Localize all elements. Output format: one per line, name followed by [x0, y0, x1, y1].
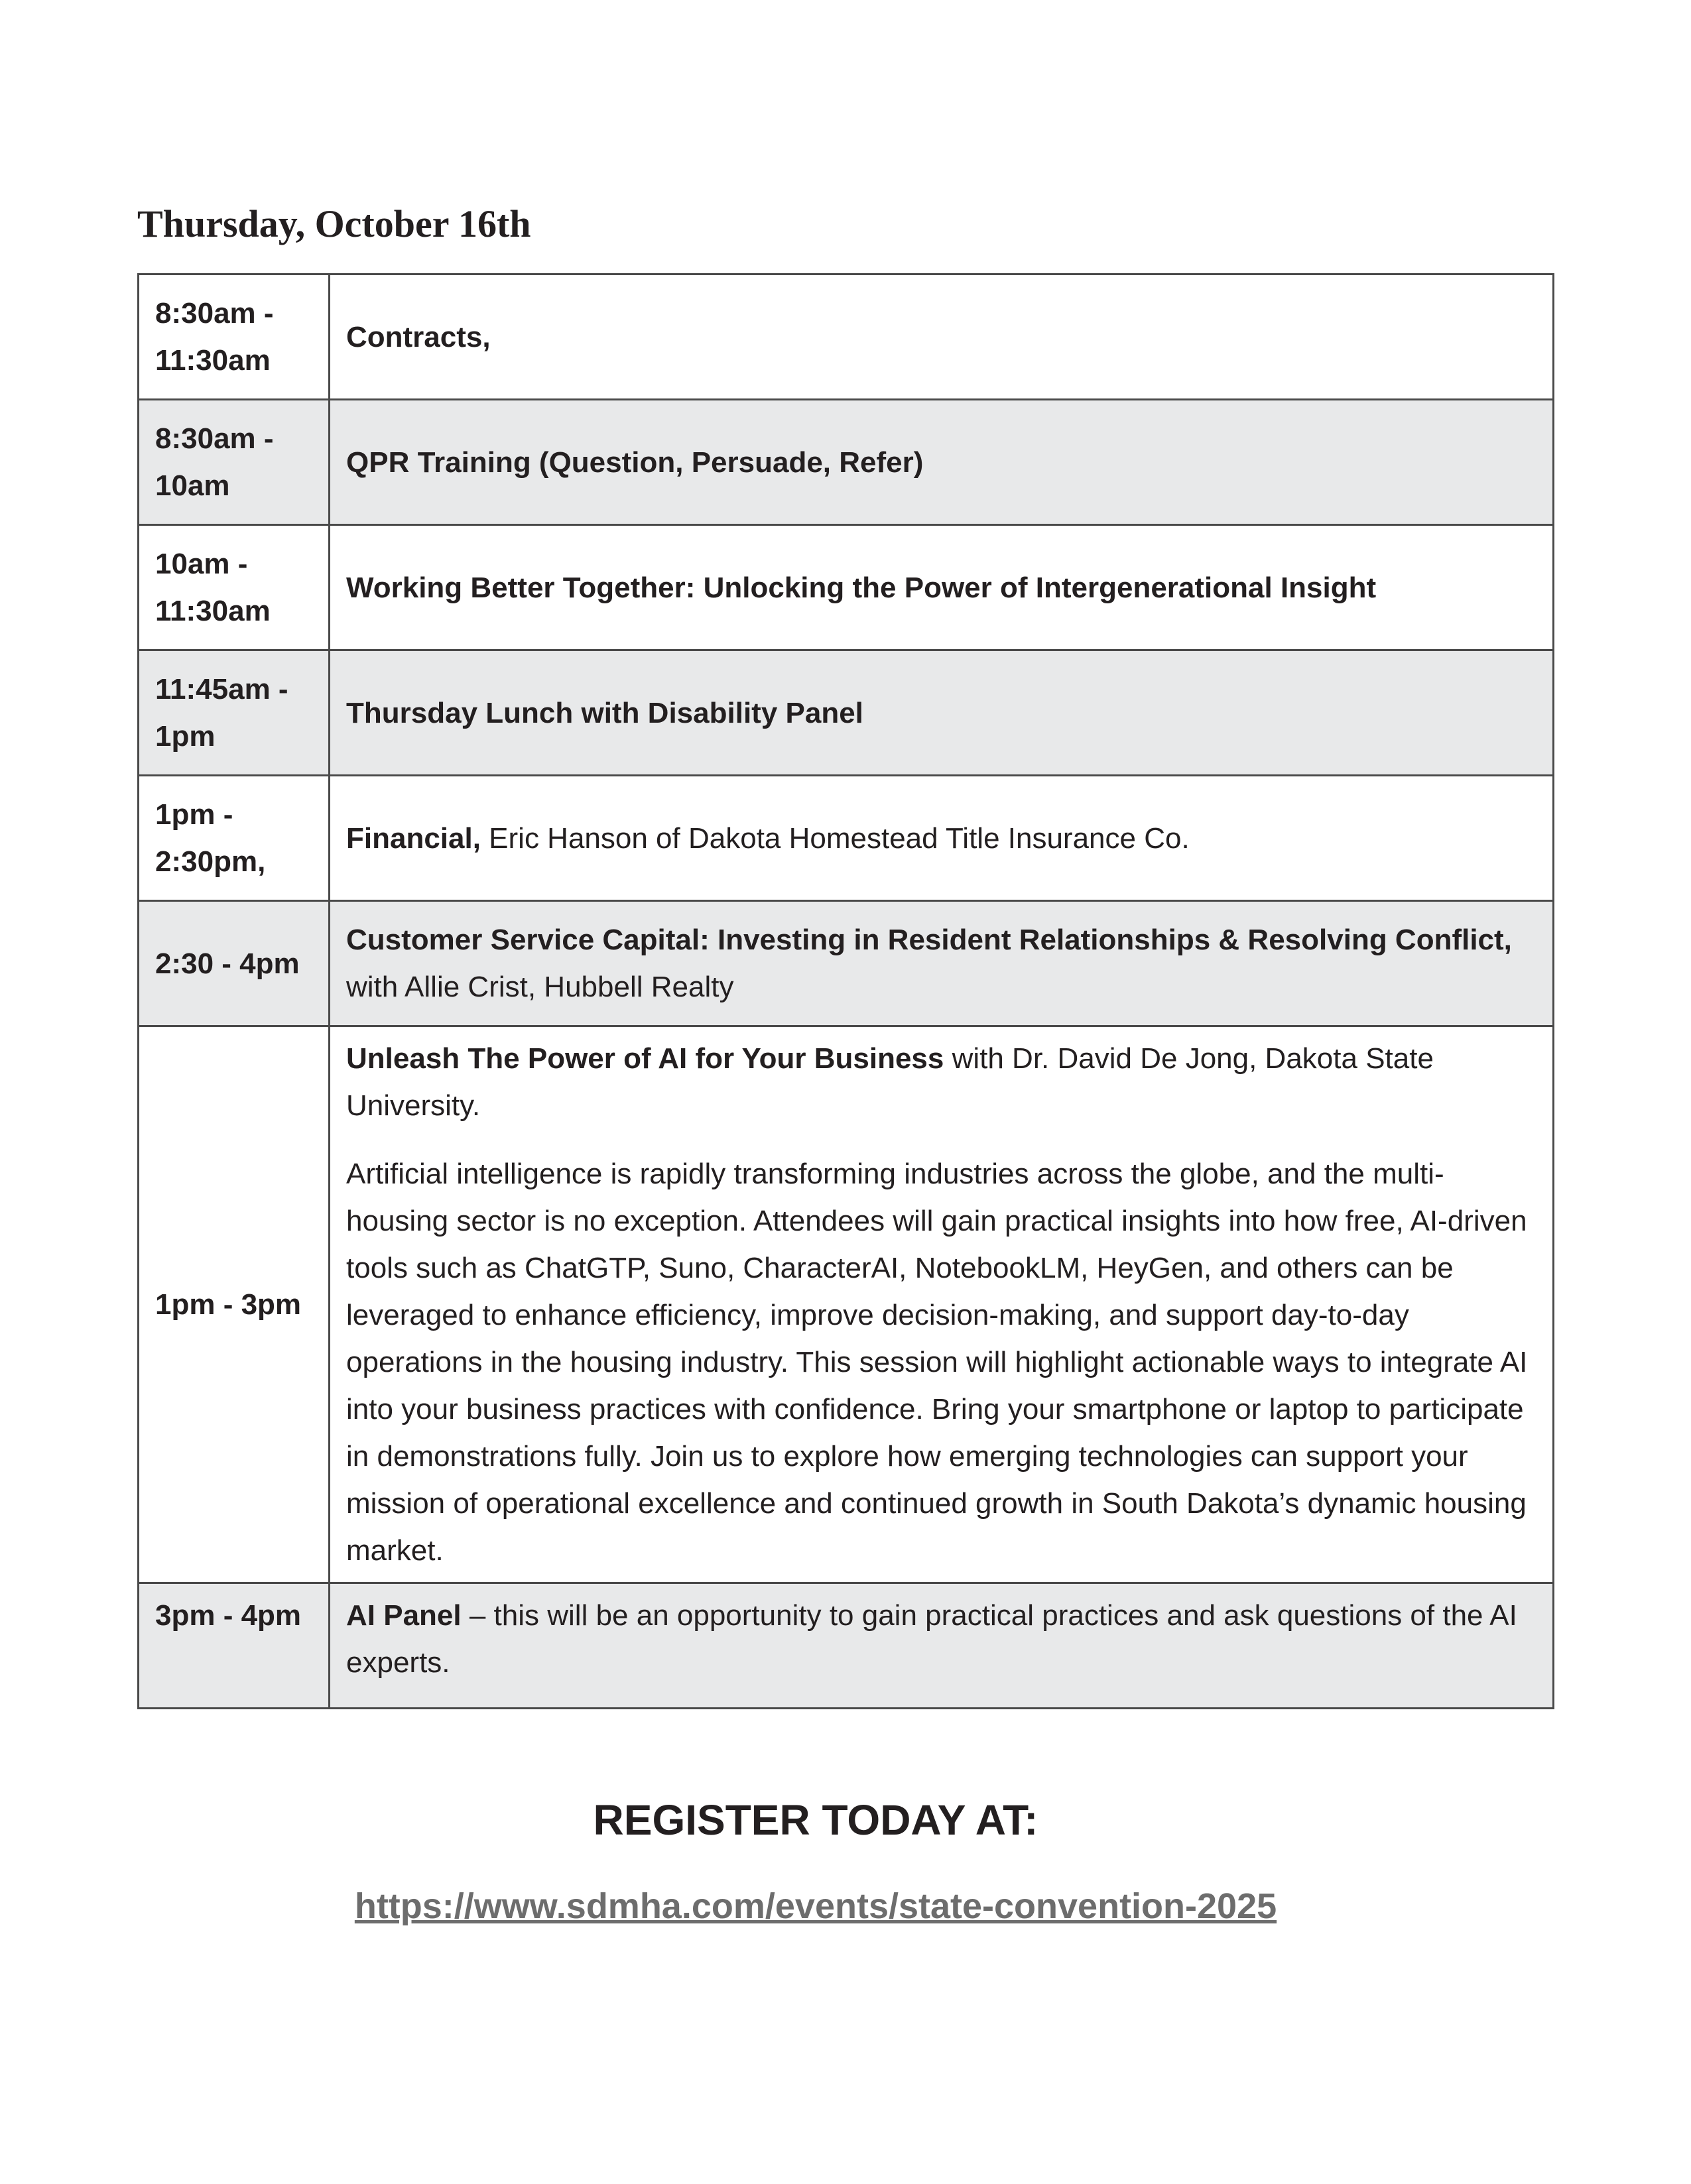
session-title: Working Better Together: Unlocking the Power of Intergenerational Insight [346, 571, 1377, 604]
session-detail: Eric Hanson of Dakota Homestead Title Insurance Co. [480, 821, 1190, 855]
schedule-row [139, 1026, 1554, 1583]
session-cell [330, 274, 1554, 400]
schedule-row [139, 650, 1554, 776]
session-cell [330, 1583, 1554, 1709]
schedule-row [139, 901, 1554, 1026]
register-heading: REGISTER TODAY AT: [593, 1796, 1038, 1844]
session-heading [346, 1035, 1536, 1129]
schedule-row [139, 776, 1554, 901]
session-detail: – this will be an opportunity to gain practical practices and ask questions of the AI experts. [346, 1599, 1517, 1679]
session-time: 3pm - 4pm [139, 1583, 330, 1709]
session-detail: with Allie Crist, Hubbell Realty [346, 971, 734, 1003]
session-title: Contracts, [346, 320, 491, 353]
session-time: 1pm - 3pm [139, 1026, 330, 1583]
session-time: 2:30 - 4pm [139, 901, 330, 1026]
schedule-row [139, 525, 1554, 650]
session-time: 8:30am - 11:30am [139, 274, 330, 400]
session-cell [330, 525, 1554, 650]
session-title: Financial, [346, 821, 481, 855]
schedule-row [139, 1583, 1554, 1709]
session-description: Artificial intelligence is rapidly transforming industries across the globe, and the multi-housing sector is no exception. Attendees will gain practical insights into how free, AI-driven tools such as ChatGTP, Suno, CharacterAI, NotebookLM, HeyGen, and others can be leveraged to enhance efficiency, improve decision-making, and support day-to-day operations in the housing industry. This session will highlight actionable ways to integrate AI into your business practices with confidence. Bring your smartphone or laptop to participate in demonstrations fully. Join us to explore how emerging technologies can support your mission of operational excellence and continued growth in South Dakota’s dynamic housing market. [346, 1158, 1528, 1567]
session-cell [330, 650, 1554, 776]
session-cell [330, 400, 1554, 525]
session-cell [330, 1026, 1554, 1583]
day-heading: Thursday, October 16th [137, 202, 531, 245]
registration-link[interactable]: https://www.sdmha.com/events/state-convention-2025 [354, 1886, 1277, 1926]
session-time: 11:45am - 1pm [139, 650, 330, 776]
session-title: Unleash The Power of AI for Your Business [346, 1042, 944, 1075]
session-title: Thursday Lunch with Disability Panel [346, 696, 863, 729]
session-time: 10am - 11:30am [139, 525, 330, 650]
session-cell [330, 776, 1554, 901]
schedule-row [139, 400, 1554, 525]
session-time: 8:30am - 10am [139, 400, 330, 525]
session-time: 1pm - 2:30pm, [139, 776, 330, 901]
session-title: QPR Training (Question, Persuade, Refer) [346, 446, 924, 479]
schedule-row [139, 274, 1554, 400]
session-title: AI Panel [346, 1599, 462, 1632]
schedule-table [137, 273, 1554, 1709]
session-cell [330, 901, 1554, 1026]
session-detail: with Dr. David De Jong, Dakota State University. [346, 1042, 1434, 1122]
session-title: Customer Service Capital: Investing in Resident Relationships & Resolving Conflict, [346, 924, 1512, 956]
